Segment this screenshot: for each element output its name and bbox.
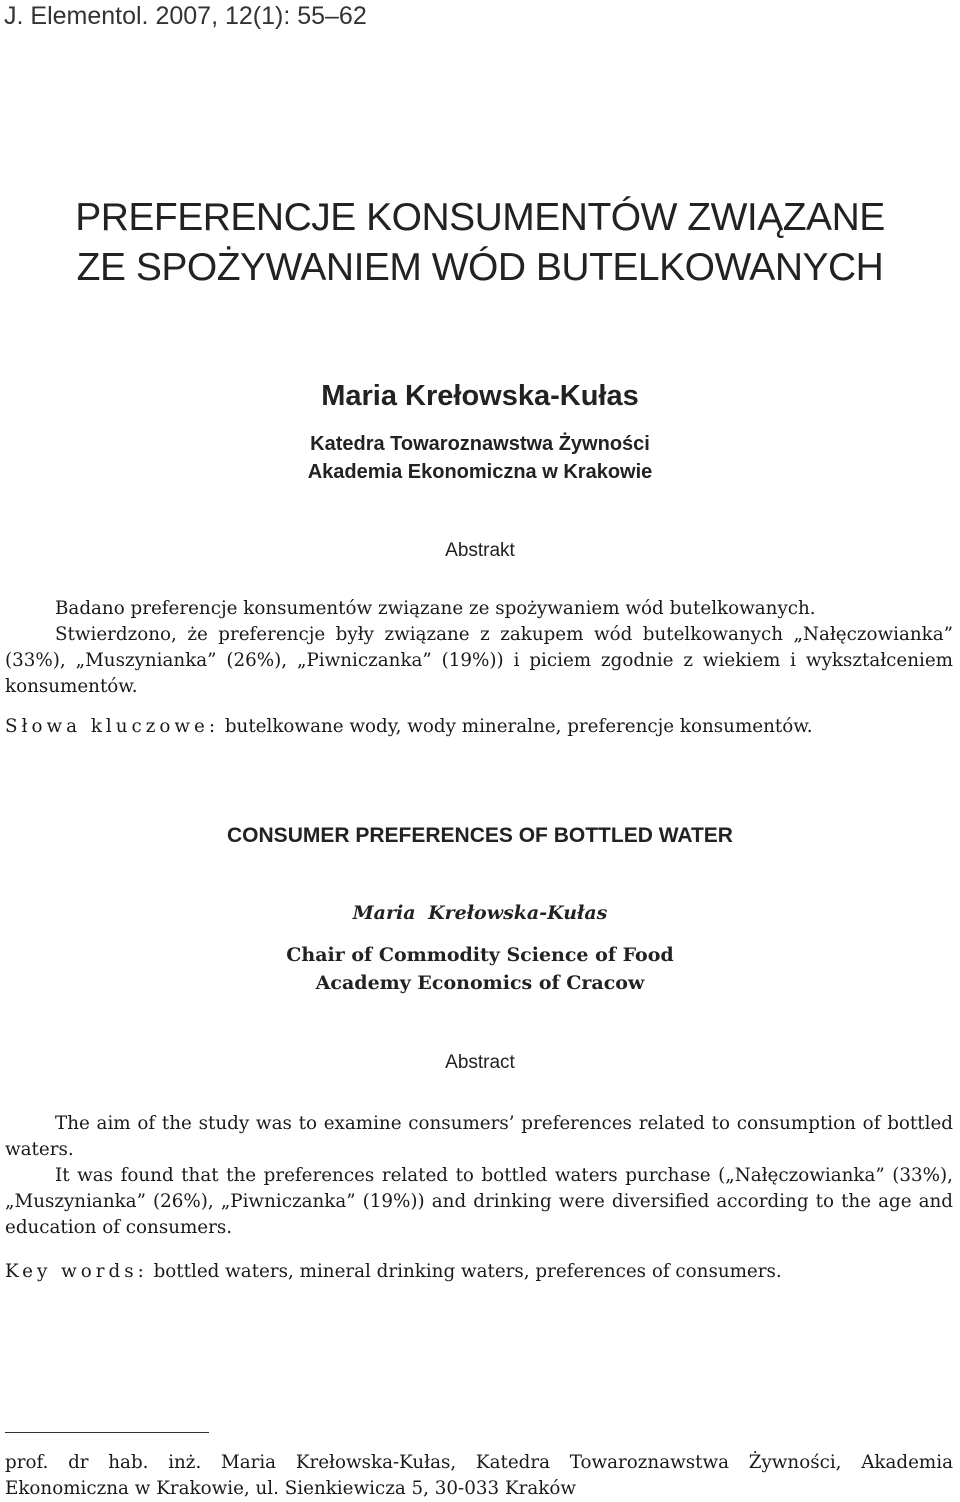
abstract-en-p2: It was found that the preferences related to bottled waters purchase („Nałęczowianka” (33%), „Muszynianka” (26%), „Piwniczanka” (19%)) and drinking were diversified according to the age and education of consumers.	[5, 1165, 953, 1238]
abstract-pl	[5, 596, 953, 740]
affiliation-en-line2: Academy Economics of Cracow	[315, 972, 645, 994]
keywords-en-label: Key words:	[5, 1261, 148, 1282]
abstract-pl-p2: Stwierdzono, że preferencje były związane z zakupem wód butelkowanych „Nałęczowianka” (33%), „Muszynianka” (26%), „Piwniczanka” (19%)) i piciem zgodnie z wiekiem i wykształceniem konsumentów.	[5, 624, 953, 697]
author-pl: Maria Krełowska-Kułas	[321, 380, 639, 412]
keywords-pl	[5, 714, 953, 740]
title-pl-line2: ZE SPOŻYWANIEM WÓD BUTELKOWANYCH	[76, 246, 884, 289]
abstract-heading-pl: Abstrakt	[445, 540, 515, 561]
affiliation-en-line1: Chair of Commodity Science of Food	[286, 944, 674, 966]
title-pl-line1: PREFERENCJE KONSUMENTÓW ZWIĄZANE	[75, 196, 885, 239]
footnote: prof. dr hab. inż. Maria Krełowska-Kułas, Katedra Towaroznawstwa Żywności, Akademia Ekonomiczna w Krakowie, ul. Sienkiewicza 5, 30-033 Kraków	[5, 1452, 953, 1499]
abstract-en-p1: The aim of the study was to examine consumers’ preferences related to consumption of bottled waters.	[5, 1113, 953, 1160]
keywords-en-text: bottled waters, mineral drinking waters, preferences of consumers.	[153, 1261, 782, 1282]
keywords-en	[5, 1259, 953, 1285]
affiliation-pl-line1: Katedra Towaroznawstwa Żywności	[310, 433, 650, 455]
footnote-rule	[5, 1432, 209, 1433]
journal-reference: J. Elementol. 2007, 12(1): 55–62	[4, 2, 367, 30]
abstract-heading-en: Abstract	[445, 1052, 515, 1073]
keywords-pl-text: butelkowane wody, wody mineralne, preferencje konsumentów.	[224, 716, 813, 737]
affiliation-pl-line2: Akademia Ekonomiczna w Krakowie	[307, 461, 653, 483]
abstract-en	[5, 1111, 953, 1285]
abstract-pl-p1: Badano preferencje konsumentów związane ze spożywaniem wód butelkowanych.	[55, 598, 816, 619]
author-en: Maria Krełowska-Kułas	[352, 902, 608, 924]
title-en: CONSUMER PREFERENCES OF BOTTLED WATER	[227, 824, 733, 847]
keywords-pl-label: Słowa kluczowe:	[5, 716, 220, 737]
